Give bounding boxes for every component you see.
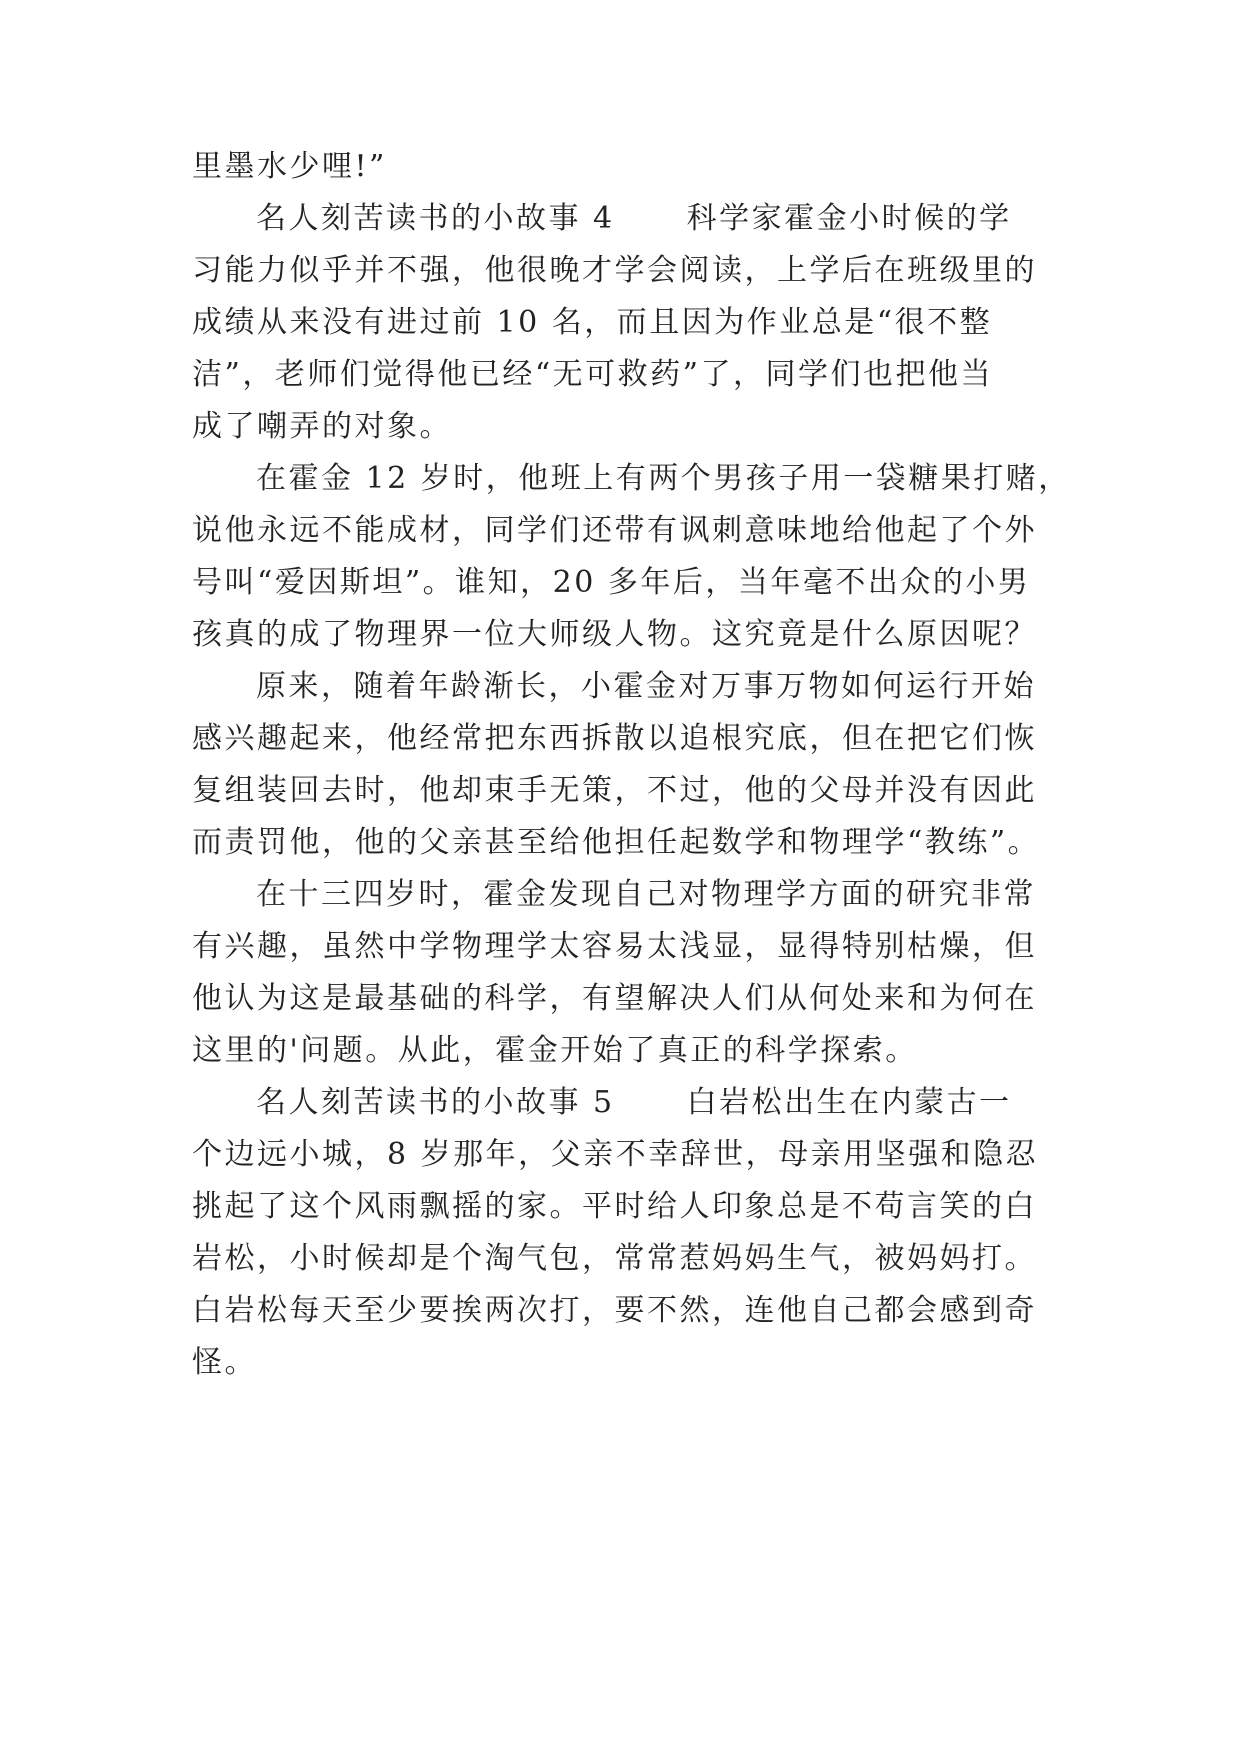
line-text: 里墨水少哩!” — [192, 149, 387, 184]
line-text: 挑起了这个风雨飘摇的家。平时给人印象总是不苟言笑的白 — [192, 1189, 1037, 1224]
text-line — [192, 1026, 1072, 1076]
text-line — [192, 246, 1072, 296]
text-line — [192, 558, 1072, 608]
line-text: 在霍金 12 岁时，他班上有两个男孩子用一袋糖果打赌， — [256, 461, 1071, 496]
story-heading-line — [256, 1078, 1072, 1128]
text-line — [192, 506, 1072, 556]
line-text: 孩真的成了物理界一位大师级人物。这究竟是什么原因呢？ — [192, 617, 1037, 652]
line-text: 怪。 — [192, 1345, 257, 1380]
line-text: 而责罚他，他的父亲甚至给他担任起数学和物理学“教练”。 — [192, 825, 1041, 860]
text-line — [192, 714, 1072, 764]
text-line — [192, 974, 1072, 1024]
story-heading: 名人刻苦读书的小故事 5 — [256, 1085, 615, 1120]
text-line — [256, 662, 1072, 712]
text-line — [192, 142, 1072, 192]
line-text: 白岩松出生在内蒙古一 — [686, 1085, 1012, 1120]
line-text: 这里的'问题。从此，霍金开始了真正的科学探索。 — [192, 1033, 918, 1068]
text-line — [192, 1130, 1072, 1180]
line-text: 有兴趣，虽然中学物理学太容易太浅显，显得特别枯燥，但 — [192, 929, 1037, 964]
story-heading: 名人刻苦读书的小故事 4 — [256, 201, 615, 236]
line-text: 他认为这是最基础的科学，有望解决人们从何处来和为何在 — [192, 981, 1037, 1016]
line-text: 成了嘲弄的对象。 — [192, 409, 452, 444]
text-line — [192, 1234, 1072, 1284]
line-text: 在十三四岁时，霍金发现自己对物理学方面的研究非常 — [256, 877, 1036, 912]
line-text: 个边远小城，8 岁那年，父亲不幸辞世，母亲用坚强和隐忍 — [192, 1137, 1039, 1172]
text-line — [192, 922, 1072, 972]
line-text: 岩松，小时候却是个淘气包，常常惹妈妈生气，被妈妈打。 — [192, 1241, 1037, 1276]
text-line — [192, 350, 1072, 400]
line-text: 复组装回去时，他却束手无策，不过，他的父母并没有因此 — [192, 773, 1037, 808]
line-text: 白岩松每天至少要挨两次打，要不然，连他自己都会感到奇 — [192, 1293, 1037, 1328]
text-line — [192, 298, 1072, 348]
line-text: 原来，随着年龄渐长，小霍金对万事万物如何运行开始 — [256, 669, 1036, 704]
text-line — [192, 1182, 1072, 1232]
line-text: 成绩从来没有进过前 10 名，而且因为作业总是“很不整 — [192, 305, 993, 340]
line-text: 科学家霍金小时候的学 — [686, 201, 1012, 236]
text-line — [192, 1338, 1072, 1388]
text-line — [192, 766, 1072, 816]
story-heading-line — [256, 194, 1072, 244]
line-text: 说他永远不能成材，同学们还带有讽刺意味地给他起了个外 — [192, 513, 1037, 548]
text-line — [192, 818, 1072, 868]
text-line — [192, 1286, 1072, 1336]
line-text: 感兴趣起来，他经常把东西拆散以追根究底，但在把它们恢 — [192, 721, 1037, 756]
text-line — [192, 402, 1072, 452]
line-text: 号叫“爱因斯坦”。谁知，20 多年后，当年毫不出众的小男 — [192, 565, 1031, 600]
line-text: 习能力似乎并不强，他很晚才学会阅读，上学后在班级里的 — [192, 253, 1037, 288]
line-text: 洁”，老师们觉得他已经“无可救药”了，同学们也把他当 — [192, 357, 994, 392]
text-line — [256, 454, 1072, 504]
text-line — [256, 870, 1072, 920]
text-line — [192, 610, 1072, 660]
